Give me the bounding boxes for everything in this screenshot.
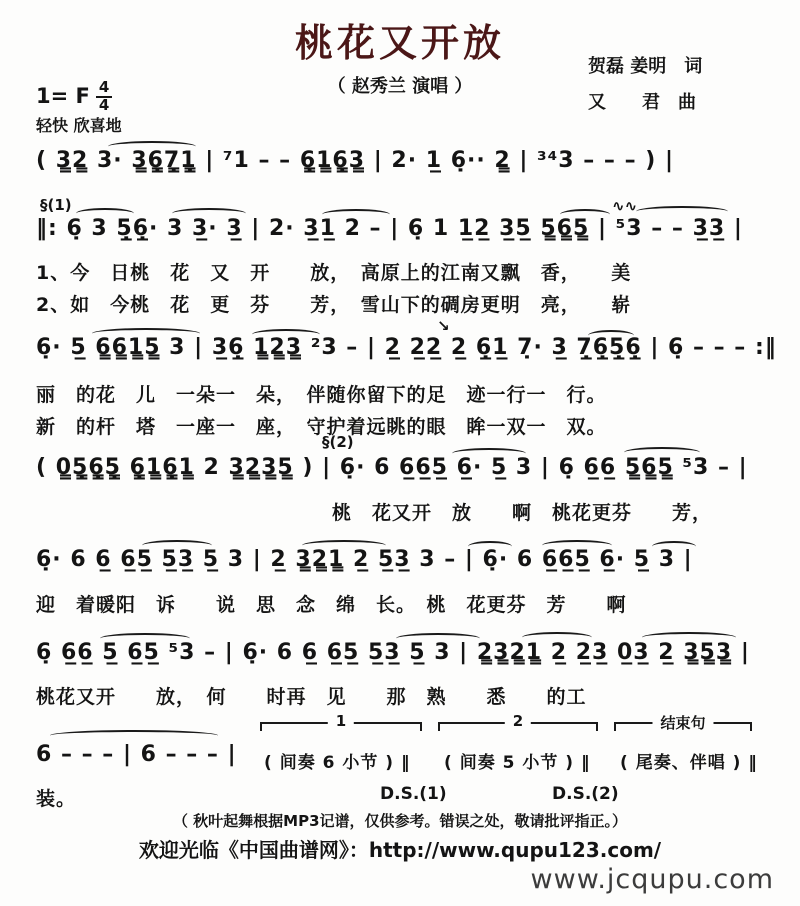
time-signature: [96, 80, 112, 114]
slur-arc: [624, 447, 700, 458]
lyrics-verse-1: 1、今 日桃 花 又 开 放， 高原上的江南又飘 香， 美: [36, 262, 632, 284]
meter-numerator: 4: [96, 80, 112, 98]
notation-line-7: 6 – – – | 6 – – – |: [36, 742, 237, 767]
interlude-1-text: ( 间奏 6 小节 ) ‖: [264, 753, 411, 773]
source-site-line: 欢迎光临《中国曲谱网》：http://www.qupu123.com/: [138, 838, 662, 862]
notation-line-3: 6̣· 5̲ 6̳6̳1̳5̳ 3 | 3̲6̲̣ 1̳2̳3̳ ²3 – | 2̲ 2̲2̲ 2̲ 6̲̣1̲ 7̣· 3̲ 7̲̣6̲̣5̲̣6̲̣ | 6̣ – – – :‖: [36, 335, 777, 360]
song-title: 桃花又开放: [294, 21, 505, 65]
notation-line-4: ( 0̳5̳̣6̳̣5̳̣ 6̳̣1̳6̳̣1̳ 2 3̳2̳3̳5̳ ) | 6̣· 6 6̲6̲5̲ 6̲· 5̲ 3 | 6̣ 6̲6̲ 5̳6̳5̳ ⁵3 – |: [36, 455, 748, 480]
slur-arc: [252, 329, 320, 340]
slur-arc: [142, 540, 212, 551]
volta-1-label: 1: [328, 712, 354, 730]
slur-arc: [468, 541, 512, 552]
slur-arc: [302, 540, 386, 551]
notation-line-1: ( 3̳2̳ 3· 3̳6̳̣7̳̣1̳̣ | ⁷1 – – 6̳̣1̳6̳̣3̳ | 2· 1̲ 6̣·· 2̳ | ³⁴3 – – – ) |: [36, 148, 674, 173]
lyrics-verse-2: 2、如 今桃 花 更 芬 芳， 雪山下的碉房更明 亮， 崭: [36, 294, 632, 316]
ds-1-label: D.S.(1): [380, 784, 447, 804]
slur-arc: [452, 448, 526, 459]
tie-arc: [50, 730, 218, 741]
lyrics-verse-1-cont: 丽 的花 儿 一朵一 朵， 伴随你留下的足 迹一行一 行。: [36, 384, 607, 406]
lyrics-chorus-2: 迎 着暖阳 诉 说 思 念 绵 长。 桃 花更芬 芳 啊: [36, 594, 627, 616]
watermark-url: [531, 864, 774, 895]
slur-arc: [652, 541, 696, 552]
gliss-arrow-icon: ↘: [437, 317, 450, 335]
slur-arc: [588, 330, 634, 341]
ending-bracket: [614, 714, 752, 733]
slur-arc: [396, 633, 480, 644]
lyrics-final: 装。: [36, 788, 77, 810]
ending-label: 结束句: [652, 712, 713, 733]
slur-arc: [560, 209, 610, 220]
meter-denominator: 4: [98, 95, 110, 114]
slur-arc: [642, 632, 736, 643]
watermark-text: www.jcqupu.com: [530, 864, 774, 895]
segno-2-mark: §(2): [322, 433, 354, 451]
composer-credit: 又 君 曲: [588, 92, 696, 113]
lyrics-chorus-1: 桃 花又开 放 啊 桃花更芬 芳，: [332, 502, 713, 524]
slur-arc: [172, 208, 246, 219]
trill-mark: ∿∿: [612, 197, 638, 215]
segno-1-mark: §(1): [40, 196, 72, 214]
volta-2-bracket: [438, 712, 598, 733]
key-signature: [36, 80, 112, 114]
volta-2-label: 2: [505, 712, 531, 730]
slur-arc: [322, 209, 390, 220]
slur-arc: [636, 206, 728, 217]
performer-subtitle: （ 赵秀兰 演唱 ）: [327, 76, 473, 97]
lyrics-verse-2-cont: 新 的杆 塔 一座一 座， 守护着远眺的眼 眸一双一 双。: [36, 416, 607, 438]
tempo-marking: 轻快 欣喜地: [36, 116, 122, 135]
key-label: 1= F: [36, 83, 90, 108]
slur-arc: [542, 540, 612, 551]
lyricist-credit: 贺磊 姜明 词: [588, 56, 703, 77]
interlude-2-text: ( 间奏 5 小节 ) ‖: [444, 753, 591, 773]
volta-1-bracket: [260, 712, 422, 733]
coda-text: ( 尾奏、伴唱 ) ‖: [620, 753, 758, 773]
notation-line-5: 6̣· 6 6̲ 6̲5̲ 5̲3̲ 5̲ 3 | 2̲ 3̳2̳1̳ 2̲ 5̲3̲ 3 – | 6̣· 6 6̲6̲5̲ 6̲· 5̲ 3 |: [36, 547, 693, 572]
slur-arc: [108, 141, 196, 152]
slur-arc: [92, 328, 200, 339]
transcriber-note: （ 秋叶起舞根据MP3记谱，仅供参考。错误之处，敬请批评指正。）: [172, 812, 628, 830]
slur-arc: [100, 633, 190, 644]
ds-2-label: D.S.(2): [552, 784, 619, 804]
notation-line-6: 6̣ 6̲6̲ 5̲ 6̲5̲ ⁵3 – | 6̣· 6 6̲ 6̲5̲ 5̲3̲ 5̲ 3 | 2̳3̳2̳1̳ 2̲ 2̲3̲ 0̲3̲ 2̲ 3̳5̳3̳ |: [36, 640, 750, 665]
notation-line-2: ‖: 6̣ 3 5̲̣6̲̣· 3 3̲· 3̲ | 2· 3̲1̲ 2 – | 6̣ 1 1̲2̲ 3̲5̲ 5̳6̳5̳ | ⁵3 – – 3̲3̲ |: [36, 216, 743, 241]
lyrics-chorus-3: 桃花又开 放， 何 时再 见 那 熟 悉 的工: [36, 686, 587, 708]
slur-arc: [76, 208, 134, 219]
slur-arc: [522, 632, 592, 643]
